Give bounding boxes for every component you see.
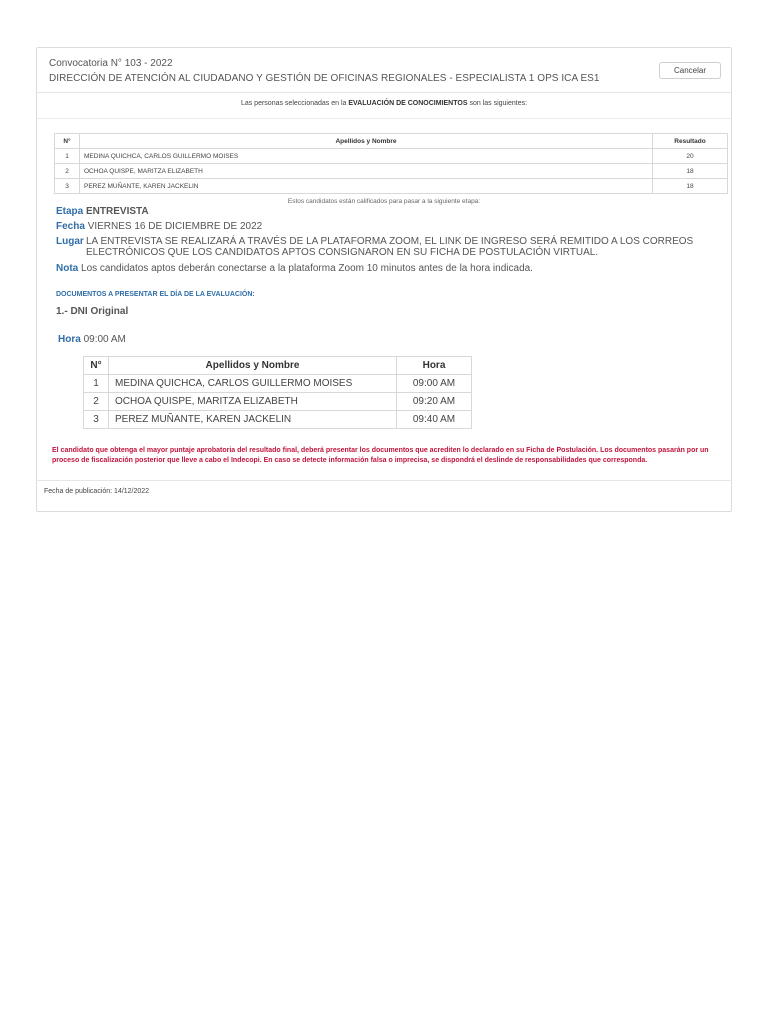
interview-table [83,356,472,429]
row-name: MEDINA QUICHCA, CARLOS GUILLERMO MOISES [80,149,653,164]
hora-label: Hora [58,334,81,345]
intro-suffix: son las siguientes: [467,100,528,107]
etapa-label: Etapa [56,206,84,217]
results-header-row [55,134,728,149]
lugar-value: LA ENTREVISTA SE REALIZARÁ A TRAVÉS DE LA PLATAFORMA ZOOM, EL LINK DE INGRESO SERÁ REMITIDO A LOS CORREOS ELECTRÓNICOS QUE LOS CANDIDATOS APTOS CONSIGNARON EN SU FICHA DE POSTULACIÓN VIRTUAL. [86,236,694,258]
warning-text: El candidato que obtenga el mayor puntaje aprobatoria del resultado final, deberá presentar los documentos que acrediten lo declarado en su Ficha de Postulación. Los documentos pasarán por un proceso de fiscalización posterior que lleve a cabo el Indecopi. En caso se detecte información falsa o imprecisa, se dispondrá el deslinde de responsabilidades que corresponda. [52,447,709,464]
table-row [55,149,728,164]
col-header-name: Apellidos y Nombre [80,134,653,149]
table-row [84,393,472,411]
fecha-label: Fecha [56,221,85,232]
row-time: 09:20 AM [397,393,472,411]
table-row [55,179,728,194]
convocatoria-number: Convocatoria N° 103 - 2022 [49,58,173,69]
row-name: PEREZ MUÑANTE, KAREN JACKELIN [80,179,653,194]
results-table [54,133,728,194]
row-result: 20 [653,149,728,164]
intro-text [0,100,768,107]
interview-header-row [84,357,472,375]
col-header-number: N° [55,134,80,149]
row-number: 2 [84,393,109,411]
lugar-label: Lugar [56,236,84,247]
document-item: 1.- DNI Original [56,306,129,317]
row-number: 1 [84,375,109,393]
stage-nota [56,263,533,275]
row-number: 3 [55,179,80,194]
nota-value: Los candidatos aptos deberán conectarse a la plataforma Zoom 10 minutos antes de la hora indicada. [81,263,533,274]
row-name: OCHOA QUISPE, MARITZA ELIZABETH [80,164,653,179]
panel-header [37,48,731,93]
publication-date: Fecha de publicación: 14/12/2022 [44,488,150,495]
intro-prefix: Las personas seleccionadas en la [240,100,349,107]
cancel-button[interactable]: Cancelar [659,62,721,79]
footer-divider [36,480,732,481]
row-name: MEDINA QUICHCA, CARLOS GUILLERMO MOISES [109,375,397,393]
row-name: OCHOA QUISPE, MARITZA ELIZABETH [109,393,397,411]
intro-bold: EVALUACIÓN DE CONOCIMIENTOS [348,100,468,107]
col-header-time: Hora [397,357,472,375]
row-result: 18 [653,164,728,179]
fecha-value: VIERNES 16 DE DICIEMBRE DE 2022 [87,221,263,232]
intro-divider [37,118,731,119]
stage-etapa [56,206,149,218]
row-time: 09:40 AM [397,411,472,429]
documents-title: DOCUMENTOS A PRESENTAR EL DÍA DE LA EVALUACIÓN: [56,291,255,298]
col-header-result: Resultado [653,134,728,149]
row-result: 18 [653,179,728,194]
table-row [84,411,472,429]
row-name: PEREZ MUÑANTE, KAREN JACKELIN [109,411,397,429]
convocatoria-panel [36,47,732,512]
stage-fecha [56,221,262,233]
row-time: 09:00 AM [397,375,472,393]
hora-line [58,334,126,345]
table-row [55,164,728,179]
row-number: 3 [84,411,109,429]
row-number: 1 [55,149,80,164]
nota-label: Nota [56,263,79,274]
col-header-name: Apellidos y Nombre [109,357,397,375]
hora-value: 09:00 AM [83,334,126,345]
row-number: 2 [55,164,80,179]
etapa-value: ENTREVISTA [86,206,149,217]
qualified-note: Estos candidatos están calificados para pasar a la siguiente etapa: [287,198,481,205]
convocatoria-title: DIRECCIÓN DE ATENCIÓN AL CIUDADANO Y GESTIÓN DE OFICINAS REGIONALES - ESPECIALISTA 1 OPS ICA ES1 [49,73,600,84]
col-header-number: N° [84,357,109,375]
table-row [84,375,472,393]
